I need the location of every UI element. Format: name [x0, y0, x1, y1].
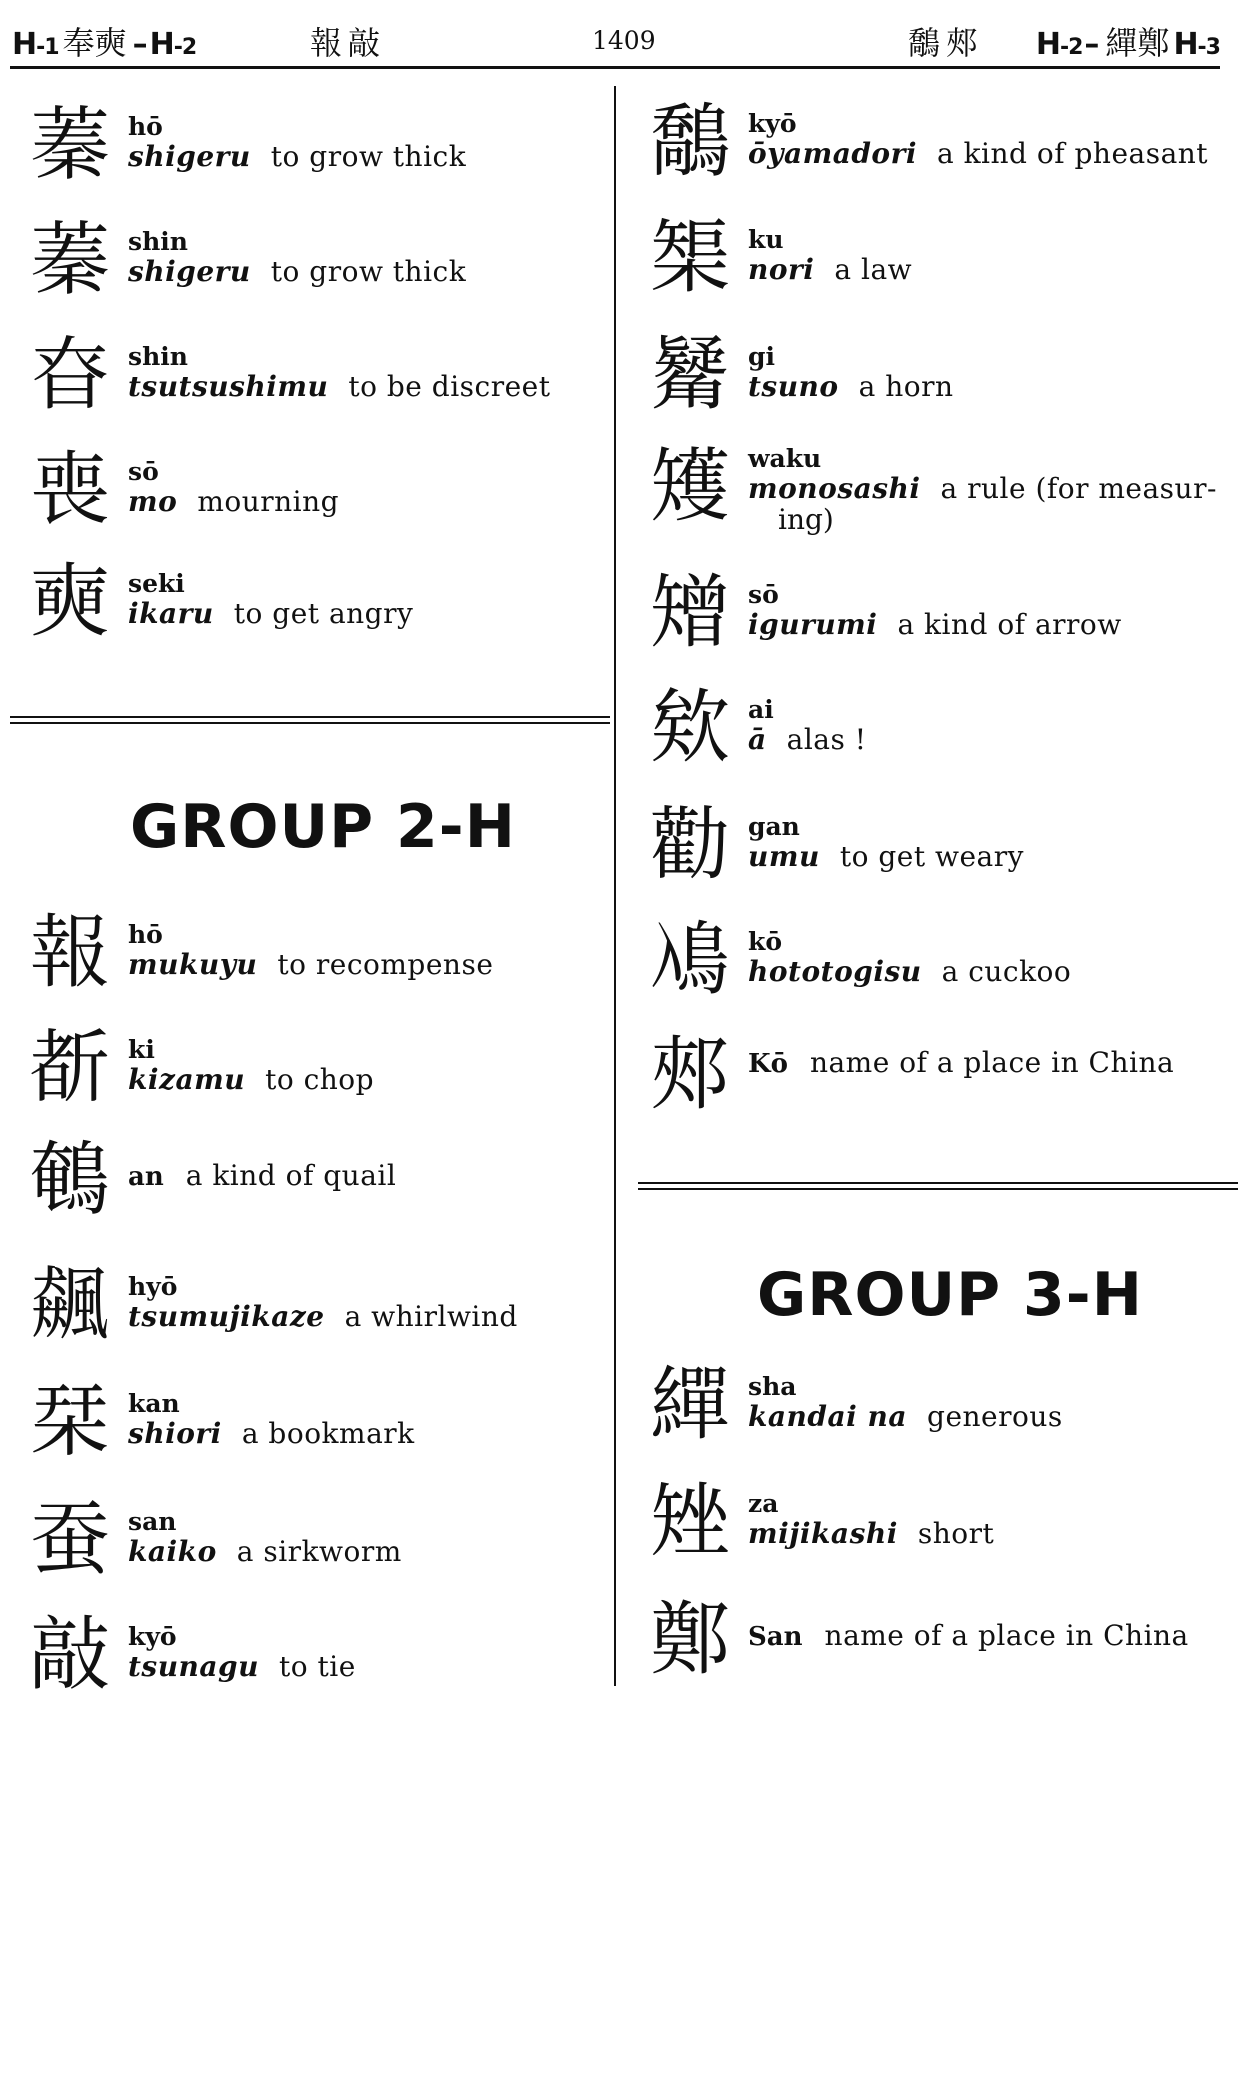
- entry-definition: [128, 256, 600, 288]
- entry-definition: [748, 1620, 1230, 1653]
- entry-kanji: 昚: [30, 328, 110, 421]
- entry-definition: [748, 1518, 1230, 1550]
- entry-meaning: name of a place in China: [824, 1619, 1189, 1652]
- dictionary-entry: [640, 208, 1230, 318]
- entry-definition: [748, 609, 1230, 641]
- dictionary-entry: [20, 95, 600, 205]
- entry-kanji: 鄭: [650, 1593, 730, 1686]
- header-dash: –: [132, 27, 148, 62]
- entry-info: [128, 570, 600, 630]
- entry-kanji: 榘: [650, 211, 730, 304]
- dictionary-entry: [20, 1372, 600, 1482]
- entry-definition: [748, 371, 1230, 403]
- entry-kanji: 飆: [30, 1258, 110, 1351]
- entry-meaning: to grow thick: [270, 140, 467, 173]
- entry-info: [748, 1620, 1230, 1653]
- entry-kanji: 矱: [650, 440, 730, 533]
- entry-reading: sō: [748, 580, 779, 609]
- entry-kanji: 矬: [650, 1475, 730, 1568]
- dictionary-entry: [20, 1490, 600, 1600]
- dictionary-entry: [640, 910, 1230, 1020]
- dictionary-entry: [640, 1355, 1230, 1465]
- entry-reading: ai: [748, 695, 774, 724]
- entry-japanese: nori: [748, 253, 815, 286]
- dictionary-entry: [640, 795, 1230, 905]
- entry-reading: seki: [128, 569, 185, 598]
- page-number: 1409: [592, 26, 656, 55]
- dictionary-entry: [20, 1255, 600, 1365]
- header-left-range: [12, 18, 196, 64]
- entry-definition: [748, 138, 1230, 170]
- entry-meaning: to chop: [265, 1063, 375, 1096]
- entry-japanese: mo: [128, 485, 178, 518]
- entry-kanji: 斱: [30, 1021, 110, 1114]
- entry-japanese: shiori: [128, 1417, 222, 1450]
- entry-meaning: to grow thick: [270, 255, 467, 288]
- entry-reading: sō: [128, 457, 159, 486]
- dictionary-entry: [640, 1025, 1230, 1135]
- entry-reading: za: [748, 1489, 779, 1518]
- header-mid-kanji: 報敲: [310, 24, 387, 62]
- entry-reading: gan: [748, 812, 800, 841]
- entry-reading: kan: [128, 1389, 180, 1418]
- entry-reading: hō: [128, 920, 163, 949]
- section-rule: [638, 1182, 1238, 1190]
- header-code-start: H-1: [12, 27, 59, 62]
- entry-definition: [748, 1047, 1230, 1080]
- dictionary-entry: [640, 678, 1230, 788]
- entry-kanji: 喪: [30, 443, 110, 536]
- header-kanji-start: 奉奭: [62, 24, 127, 62]
- entry-meaning: a sirkworm: [236, 1535, 402, 1568]
- entry-kanji: 鷮: [650, 95, 730, 188]
- dictionary-entry: [640, 427, 1230, 557]
- dictionary-entry: [640, 1472, 1230, 1582]
- entry-meaning: name of a place in China: [809, 1046, 1175, 1079]
- entry-japanese: tsuno: [748, 370, 839, 403]
- entry-japanese: igurumi: [748, 608, 878, 641]
- entry-kanji: 栞: [30, 1375, 110, 1468]
- dictionary-entry: [20, 1018, 600, 1128]
- entry-reading: kyō: [748, 109, 797, 138]
- entry-kanji: 欸: [650, 681, 730, 774]
- entry-meaning: a kind of arrow: [897, 608, 1122, 641]
- entry-reading: shin: [128, 342, 188, 371]
- entry-japanese: tsumujikaze: [128, 1300, 325, 1333]
- section-rule: [10, 716, 610, 724]
- entry-info: [748, 928, 1230, 988]
- entry-japanese: ā: [748, 723, 767, 756]
- entry-info: [748, 445, 1230, 535]
- entry-meaning: mourning: [197, 485, 340, 518]
- group-heading: GROUP 2-H: [130, 792, 516, 862]
- entry-info: [748, 581, 1230, 641]
- entry-definition: [128, 1064, 600, 1096]
- entry-reading: kō: [748, 927, 782, 956]
- entry-meaning: to tie: [279, 1650, 356, 1683]
- entry-japanese: umu: [748, 840, 820, 873]
- entry-meaning: alas !: [786, 723, 867, 756]
- entry-reading: san: [128, 1507, 177, 1536]
- entry-info: [748, 1373, 1230, 1433]
- entry-definition: [128, 1160, 600, 1193]
- column-divider: [614, 86, 616, 1686]
- entry-japanese: shigeru: [128, 140, 251, 173]
- entry-reading: Kō: [748, 1049, 788, 1079]
- entry-kanji: 繟: [650, 1358, 730, 1451]
- entry-reading: ku: [748, 225, 784, 254]
- entry-meaning: to get angry: [233, 597, 414, 630]
- entry-japanese: shigeru: [128, 255, 251, 288]
- entry-definition: [128, 1651, 600, 1683]
- entry-japanese: hototogisu: [748, 955, 922, 988]
- entry-definition: [128, 1536, 600, 1568]
- entry-reading: hyō: [128, 1272, 178, 1301]
- entry-definition: [128, 1301, 600, 1333]
- entry-info: [128, 228, 600, 288]
- entry-reading: hō: [128, 112, 163, 141]
- entry-reading: an: [128, 1162, 164, 1192]
- header-right-dash: –: [1084, 27, 1100, 62]
- entry-info: [128, 458, 600, 518]
- entry-meaning: short: [917, 1517, 995, 1550]
- entry-definition: [748, 724, 1230, 756]
- entry-meaning: to get weary: [839, 840, 1024, 873]
- entry-kanji: 鵪: [30, 1133, 110, 1226]
- entry-kanji: 矰: [650, 566, 730, 659]
- entry-meaning: a kind of pheasant: [937, 137, 1209, 170]
- header-right-code-end: H-3: [1173, 27, 1220, 62]
- entry-japanese: ōyamadori: [748, 137, 917, 170]
- entry-japanese: kaiko: [128, 1535, 217, 1568]
- entry-reading: kyō: [128, 1622, 177, 1651]
- dictionary-entry: [20, 440, 600, 550]
- entry-info: [128, 1508, 600, 1568]
- entry-definition: [748, 473, 1230, 505]
- entry-definition: [748, 956, 1230, 988]
- header-right-kanji: 鷮郟: [907, 24, 984, 62]
- header-right-kanji-2: 繟鄭: [1105, 24, 1170, 62]
- entry-japanese: mukuyu: [128, 948, 258, 981]
- dictionary-entry: [20, 325, 600, 435]
- entry-definition: [128, 371, 600, 403]
- entry-reading: sha: [748, 1372, 797, 1401]
- entry-meaning: a horn: [858, 370, 954, 403]
- entry-info: [128, 113, 600, 173]
- entry-reading: waku: [748, 444, 822, 473]
- entry-meaning: a whirlwind: [344, 1300, 518, 1333]
- entry-definition: [128, 141, 600, 173]
- entry-info: [128, 1390, 600, 1450]
- entry-meaning: to recompense: [277, 948, 494, 981]
- entry-info: [748, 110, 1230, 170]
- entry-info: [128, 1623, 600, 1683]
- entry-info: [128, 1036, 600, 1096]
- entry-meaning: a law: [834, 253, 913, 286]
- entry-japanese: tsutsushimu: [128, 370, 329, 403]
- entry-meaning-continued: ing): [778, 503, 834, 536]
- dictionary-entry: [20, 903, 600, 1013]
- entry-japanese: tsunagu: [128, 1650, 259, 1683]
- entry-info: [128, 343, 600, 403]
- entry-definition: [748, 841, 1230, 873]
- dictionary-entry: [20, 1130, 600, 1240]
- entry-info: [748, 1490, 1230, 1550]
- entry-kanji: 蓁: [30, 213, 110, 306]
- dictionary-entry: [20, 1605, 600, 1715]
- entry-info: [128, 1273, 600, 1333]
- dictionary-entry: [20, 210, 600, 320]
- page-header: [10, 14, 1220, 69]
- entry-kanji: 敲: [30, 1608, 110, 1701]
- entry-definition: [128, 598, 600, 630]
- entry-kanji: 蓁: [30, 98, 110, 191]
- entry-meaning: a rule (for measur-: [940, 472, 1217, 505]
- entry-info: [748, 226, 1230, 286]
- dictionary-entry: [640, 92, 1230, 202]
- entry-definition: [748, 254, 1230, 286]
- dictionary-entry: [640, 1590, 1230, 1700]
- header-right-code-start: H-2: [1035, 27, 1083, 62]
- entry-reading: shin: [128, 227, 188, 256]
- entry-meaning: a cuckoo: [941, 955, 1072, 988]
- entry-kanji: 奭: [30, 555, 110, 648]
- entry-kanji: 觺: [650, 328, 730, 421]
- dictionary-entry: [20, 552, 600, 662]
- group-heading: GROUP 3-H: [757, 1260, 1143, 1330]
- entry-info: [128, 921, 600, 981]
- entry-japanese: mijikashi: [748, 1517, 898, 1550]
- entry-info: [128, 1160, 600, 1193]
- entry-japanese: kizamu: [128, 1063, 246, 1096]
- entry-definition: [128, 486, 600, 518]
- entry-reading: San: [748, 1622, 803, 1652]
- entry-meaning: generous: [927, 1400, 1063, 1433]
- dictionary-entry: [640, 325, 1230, 435]
- entry-definition: [128, 949, 600, 981]
- entry-kanji: 報: [30, 906, 110, 999]
- entry-reading: gi: [748, 342, 775, 371]
- entry-definition: [128, 1418, 600, 1450]
- entry-meaning: to be discreet: [348, 370, 551, 403]
- entry-japanese: kandai na: [748, 1400, 908, 1433]
- entry-reading: ki: [128, 1035, 155, 1064]
- entry-japanese: monosashi: [748, 472, 921, 505]
- entry-kanji: 鳰: [650, 913, 730, 1006]
- entry-info: [748, 696, 1230, 756]
- entry-info: [748, 1047, 1230, 1080]
- entry-definition: [748, 1401, 1230, 1433]
- entry-info: [748, 343, 1230, 403]
- entry-japanese: ikaru: [128, 597, 214, 630]
- header-code-end: H-2: [149, 27, 197, 62]
- header-right-range: [908, 18, 1220, 64]
- dictionary-entry: [640, 563, 1230, 673]
- entry-kanji: 勸: [650, 798, 730, 891]
- entry-kanji: 郟: [650, 1028, 730, 1121]
- entry-meaning: a bookmark: [241, 1417, 415, 1450]
- entry-meaning: a kind of quail: [185, 1159, 397, 1192]
- entry-kanji: 蚕: [30, 1493, 110, 1586]
- entry-info: [748, 813, 1230, 873]
